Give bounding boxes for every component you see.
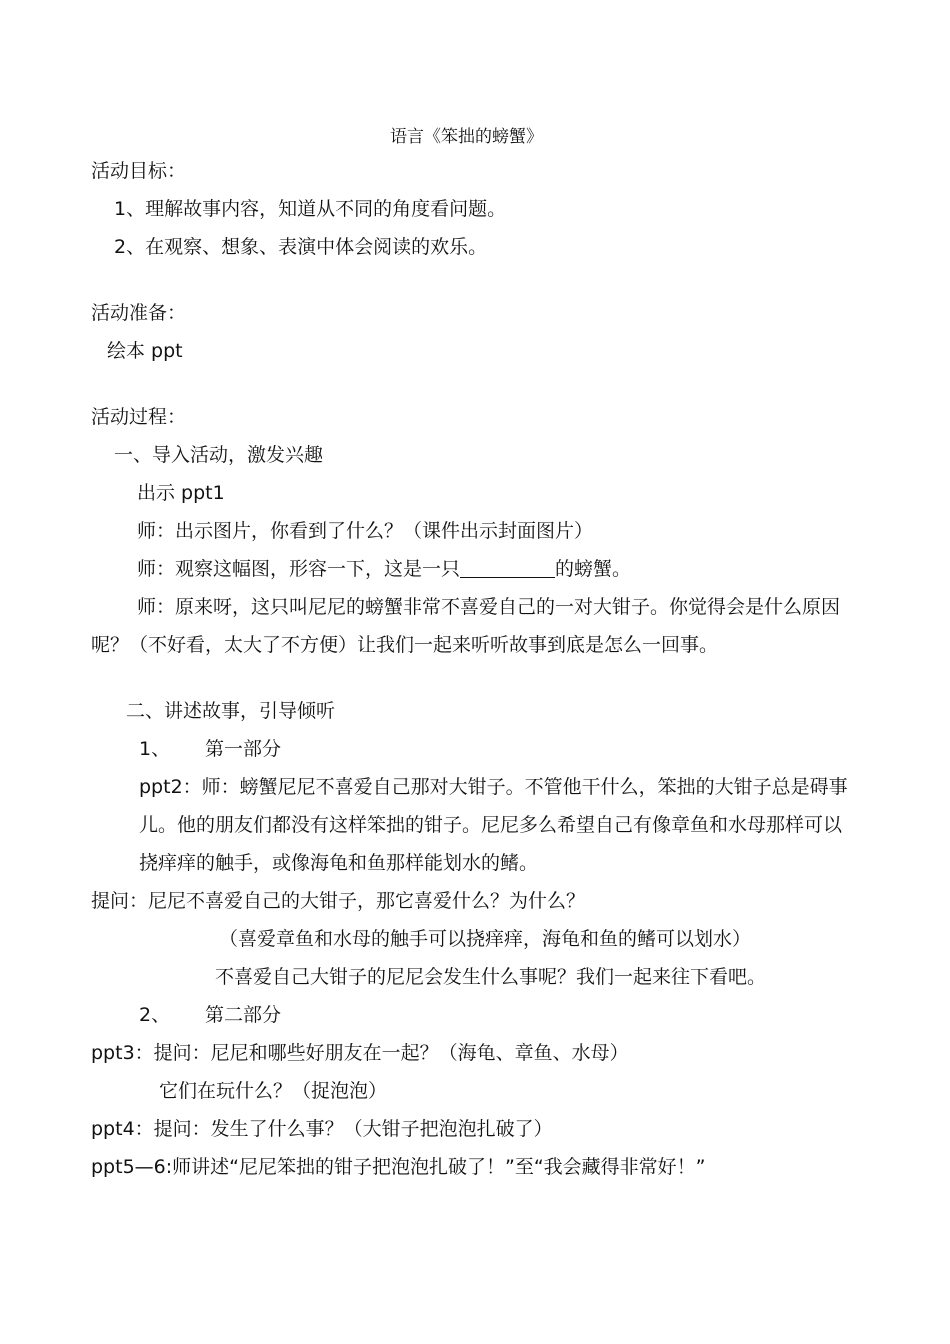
prep-heading: 活动准备： bbox=[91, 302, 187, 324]
document-title: 语言《笨拙的螃蟹》 bbox=[390, 127, 543, 147]
ppt3-sub-line: 它们在玩什么？（捉泡泡） bbox=[159, 1080, 388, 1102]
section-1-question-3-line-1: 师：原来呀，这只叫尼尼的螃蟹非常不喜爱自己的一对大钳子。你觉得会是什么原因 bbox=[137, 596, 841, 618]
section-1-question-3-line-2: 呢？（不好看，太大了不方便）让我们一起来听听故事到底是怎么一回事。 bbox=[91, 634, 719, 656]
ppt4-line: ppt4：提问：发生了什么事？（大钳子把泡泡扎破了） bbox=[91, 1118, 553, 1140]
transition-line: 不喜爱自己大钳子的尼尼会发生什么事呢？我们一起来往下看吧。 bbox=[215, 966, 767, 988]
ppt2-line-2: 儿。他的朋友们都没有这样笨拙的钳子。尼尼多么希望自己有像章鱼和水母那样可以 bbox=[139, 814, 843, 836]
ppt3-line: ppt3：提问：尼尼和哪些好朋友在一起？（海龟、章鱼、水母） bbox=[91, 1042, 629, 1064]
goal-item-1: 1、理解故事内容，知道从不同的角度看问题。 bbox=[114, 198, 507, 220]
section-1-heading: 一、导入活动，激发兴趣 bbox=[114, 444, 324, 466]
goals-heading: 活动目标： bbox=[91, 160, 187, 182]
ppt2-line-3: 挠痒痒的触手，或像海龟和鱼那样能划水的鳍。 bbox=[139, 852, 539, 874]
part-1-label: 第一部分 bbox=[205, 738, 282, 760]
question-line: 提问：尼尼不喜爱自己的大钳子，那它喜爱什么？为什么？ bbox=[91, 890, 586, 912]
section-1-question-1: 师：出示图片，你看到了什么？（课件出示封面图片） bbox=[137, 520, 594, 542]
ppt5-6-line: ppt5—6:师讲述“尼尼笨拙的钳子把泡泡扎破了！”至“我会藏得非常好！” bbox=[91, 1156, 706, 1178]
ppt2-line-1: ppt2：师：螃蟹尼尼不喜爱自己那对大钳子。不管他干什么，笨拙的大钳子总是碍事 bbox=[139, 776, 848, 798]
section-1-question-2 bbox=[137, 557, 631, 581]
process-heading: 活动过程： bbox=[91, 406, 187, 428]
section-2-heading: 二、讲述故事，引导倾听 bbox=[126, 700, 336, 722]
section-1-ppt1: 出示 ppt1 bbox=[137, 482, 225, 504]
prep-item: 绘本 ppt bbox=[107, 340, 183, 362]
goal-item-2: 2、在观察、想象、表演中体会阅读的欢乐。 bbox=[114, 236, 488, 258]
answer-line: （喜爱章鱼和水母的触手可以挠痒痒，海龟和鱼的鳍可以划水） bbox=[219, 928, 752, 950]
fill-in-blank bbox=[460, 559, 555, 578]
part-1-number: 1、 bbox=[139, 738, 171, 760]
part-2-number: 2、 bbox=[139, 1004, 171, 1026]
question-2-text-after: 的螃蟹。 bbox=[555, 558, 632, 580]
part-2-label: 第二部分 bbox=[205, 1004, 282, 1026]
question-2-text-before: 师：观察这幅图，形容一下，这是一只 bbox=[137, 558, 461, 580]
